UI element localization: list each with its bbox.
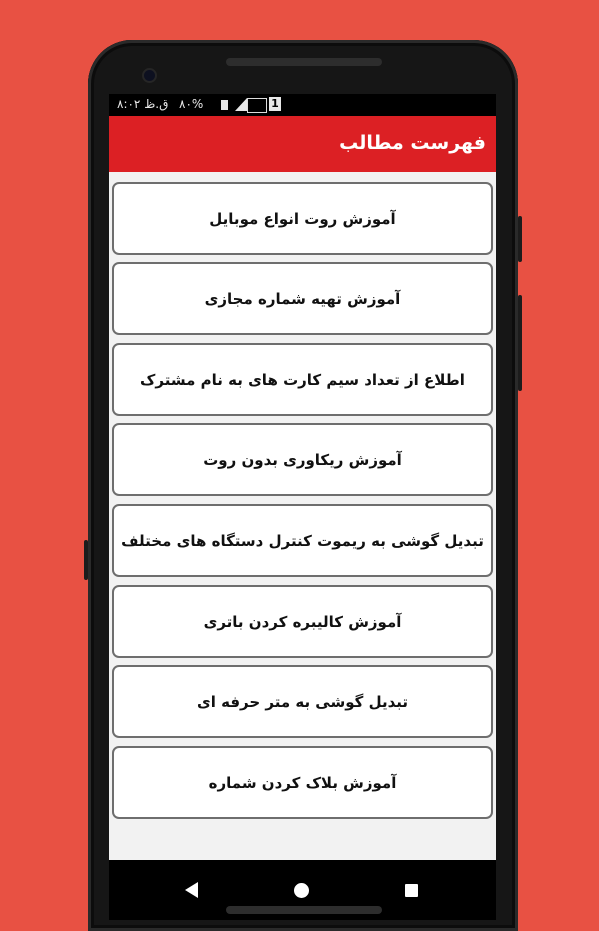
status-time: ۸:۰۲ ق.ظ: [117, 97, 169, 111]
recents-square-icon[interactable]: [405, 884, 418, 897]
volume-button: [518, 295, 522, 391]
phone-frame: [88, 40, 518, 931]
signal-strength-icon: [247, 98, 267, 113]
app-bar: [109, 116, 496, 172]
list-item[interactable]: [112, 746, 493, 819]
list-item[interactable]: [112, 262, 493, 335]
list-item[interactable]: [112, 665, 493, 738]
front-camera-icon: [144, 70, 155, 81]
battery-percent-text: ۸۰%: [179, 97, 204, 111]
power-button: [518, 216, 522, 262]
earpiece-speaker: [226, 58, 382, 66]
bottom-speaker: [226, 906, 382, 914]
home-circle-icon[interactable]: [294, 883, 309, 898]
signal-icon: [235, 98, 247, 111]
list-item-label: آموزش کالیبره کردن باتری: [203, 612, 402, 631]
list-item-label: تبدیل گوشی به ریموت کنترل دستگاه های مختلف: [121, 531, 484, 550]
page-title: فهرست مطالب: [339, 132, 486, 154]
battery-icon: [221, 100, 228, 110]
list-item-label: تبدیل گوشی به متر حرفه ای: [196, 692, 409, 711]
list-item[interactable]: [112, 343, 493, 416]
list-item-label: آموزش تهیه شماره مجازی: [204, 289, 401, 308]
list-item-label: آموزش ریکاوری بدون روت: [203, 450, 402, 469]
list-item[interactable]: [112, 585, 493, 658]
status-bar: [109, 94, 496, 116]
list-item-label: آموزش روت انواع موبایل: [209, 209, 396, 228]
back-triangle-icon[interactable]: [185, 882, 198, 898]
screen: [109, 94, 496, 860]
battery-percent: [179, 97, 203, 111]
sim-badge: 1: [269, 97, 281, 111]
list-item[interactable]: [112, 423, 493, 496]
side-button: [84, 540, 88, 580]
list-item-label: اطلاع از تعداد سیم کارت های به نام مشترک: [140, 370, 465, 389]
list-item[interactable]: [112, 504, 493, 577]
list-item[interactable]: [112, 182, 493, 255]
list-item-label: آموزش بلاک کردن شماره: [208, 773, 397, 792]
